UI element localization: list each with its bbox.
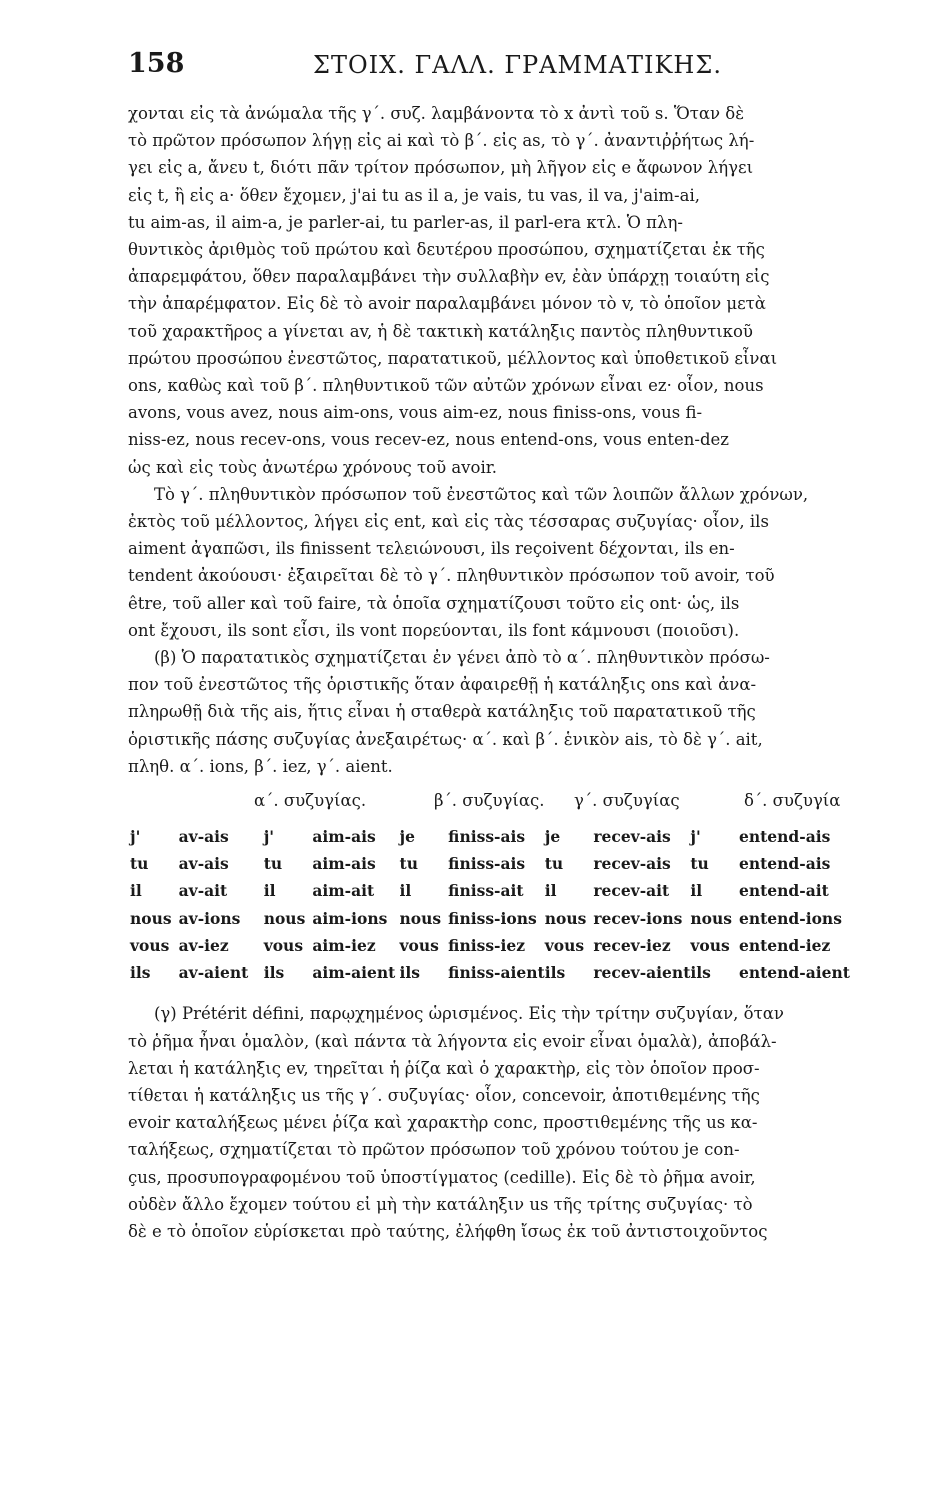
pronoun-cell: ils <box>544 963 566 983</box>
pronoun-cell: vous <box>263 935 304 955</box>
verb-form-cell: av-aient <box>178 963 249 983</box>
verb-form-cell: recev-ait <box>593 881 670 901</box>
text-line: τὴν ἀπαρέμφατον. Εἰς δὲ τὸ avoir παραλαμβάνει μόνον τὸ v, τὸ ὁποῖον μετὰ <box>128 294 766 314</box>
pronoun-cell: il <box>130 881 142 901</box>
verb-form-cell: aim-ais <box>312 827 376 847</box>
verb-form-cell: recev-iez <box>593 935 671 955</box>
verb-form-cell: entend-aient <box>739 963 850 983</box>
text-line: πον τοῦ ἐνεστῶτος τῆς ὁριστικῆς ὅταν ἀφαιρεθῇ ἡ κατάληξις ons καὶ ἀνα- <box>128 675 757 695</box>
pronoun-cell: j' <box>690 827 701 847</box>
verb-form-cell: entend-ais <box>739 827 831 847</box>
table-row <box>130 877 850 904</box>
text-line: χονται εἰς τὰ ἀνώμαλα τῆς γ΄. συζ. λαμβάνοντα τὸ x ἀντὶ τοῦ s. Ὅταν δὲ <box>128 104 745 123</box>
pronoun-cell: j' <box>263 827 275 847</box>
table-row <box>130 905 850 932</box>
text-line: evoir καταλήξεως μένει ῥίζα καὶ χαρακτὴρ conc, προστιθεμένης τῆς us κα- <box>128 1113 758 1133</box>
verb-form-cell: recev-ais <box>593 827 671 847</box>
verb-form-cell: av-ais <box>178 827 229 847</box>
verb-form-cell: recev-aient <box>593 963 691 983</box>
text-line: τὸ πρῶτον πρόσωπον λήγῃ εἰς ai καὶ τὸ β΄. εἰς as, τὸ γ΄. ἀναντιῤῥήτως λή- <box>128 131 755 151</box>
paragraph-1 <box>128 100 850 481</box>
page-body <box>128 100 850 1245</box>
pronoun-cell: ils <box>130 963 151 983</box>
verb-form-cell: entend-ions <box>739 908 842 928</box>
verb-form-cell: finiss-iez <box>448 935 526 955</box>
verb-form-cell: finiss-ais <box>448 827 526 847</box>
text-line: aiment ἀγαπῶσι, ils finissent τελειώνουσι, ils reçoivent δέχονται, ils en- <box>128 539 735 559</box>
text-line: (γ) Prétérit défini, παρῳχημένος ὡρισμένος. Εἰς τὴν τρίτην συζυγίαν, ὅταν <box>154 1004 784 1024</box>
pronoun-cell: il <box>690 881 703 901</box>
pronoun-cell: nous <box>690 908 732 928</box>
text-line: θυντικὸς ἀριθμὸς τοῦ πρώτου καὶ δευτέρου προσώπου, σχηματίζεται ἐκ τῆς <box>128 240 765 260</box>
text-line: τὸ ῥῆμα ἦναι ὁμαλὸν, (καὶ πάντα τὰ λήγοντα εἰς evoir εἶναι ὁμαλὰ), ἀποβάλ- <box>128 1031 777 1051</box>
verb-form-cell: finiss-ais <box>448 854 526 874</box>
pronoun-cell: tu <box>544 854 564 874</box>
verb-form-cell: entend-iez <box>739 935 831 955</box>
pronoun-cell: vous <box>690 935 730 955</box>
pronoun-cell: ils <box>399 963 421 983</box>
conjugation-table <box>130 823 850 986</box>
verb-form-cell: entend-ait <box>739 881 829 901</box>
text-line: ταλήξεως, σχηματίζεται τὸ πρῶτον πρόσωπον τοῦ χρόνου τούτου je con- <box>128 1140 740 1160</box>
text-line: ἀπαρεμφάτου, ὅθεν παραλαμβάνει τὴν συλλαβὴν ev, ἐὰν ὑπάρχῃ τοιαύτη εἰς <box>128 267 770 287</box>
verb-form-cell: finiss-aient <box>448 963 545 983</box>
running-title: ΣΤΟΙΧ. ΓΑΛΛ. ΓΡΑΜΜΑΤΙΚΗΣ. <box>313 51 722 79</box>
verb-form-cell: aim-ais <box>312 854 376 874</box>
text-line: λεται ἡ κατάληξις ev, τηρεῖται ἡ ῥίζα καὶ ὁ χαρακτὴρ, εἰς τὸν ὁποῖον προσ- <box>128 1058 760 1078</box>
conjugation-table-headings <box>254 789 850 813</box>
pronoun-cell: ils <box>690 963 711 983</box>
page-number: 158 <box>128 48 185 79</box>
verb-form-cell: recev-ais <box>593 854 671 874</box>
paragraph-4 <box>128 1000 850 1245</box>
verb-form-cell: finiss-ions <box>448 908 537 928</box>
column-title: δ΄. συζυγία <box>744 791 841 811</box>
column-title: α΄. συζυγίας. <box>254 791 367 811</box>
verb-form-cell: av-ait <box>178 881 228 901</box>
pronoun-cell: vous <box>544 935 585 955</box>
pronoun-cell: j' <box>130 827 141 847</box>
verb-form-cell: aim-ions <box>312 908 388 928</box>
pronoun-cell: je <box>544 827 561 847</box>
pronoun-cell: il <box>263 881 276 901</box>
verb-form-cell: av-ions <box>178 908 241 928</box>
text-line: πληθ. α΄. ions, β΄. iez, γ΄. aient. <box>128 756 393 776</box>
pronoun-cell: nous <box>399 908 442 928</box>
text-line: être, τοῦ aller καὶ τοῦ faire, τὰ ὁποῖα σχηματίζουσι τοῦτο εἰς ont· ὡς, ils <box>128 593 740 613</box>
verb-form-cell: aim-ait <box>312 881 375 901</box>
table-row <box>130 959 850 986</box>
paragraph-2 <box>128 481 850 644</box>
text-line: ἐκτὸς τοῦ μέλλοντος, λήγει εἰς ent, καὶ εἰς τὰς τέσσαρας συζυγίας· οἷον, ils <box>128 512 769 532</box>
text-line: εἰς t, ἢ εἰς a· ὅθεν ἔχομεν, j'ai tu as il a, je vais, tu vas, il va, j'aim-ai, <box>128 185 700 205</box>
pronoun-cell: ils <box>263 963 285 983</box>
column-title: β΄. συζυγίας. <box>434 791 545 811</box>
text-line: οὐδὲν ἄλλο ἔχομεν τούτου εἰ μὴ τὴν κατάληξιν us τῆς τρίτης συζυγίας· τὸ <box>128 1194 753 1214</box>
pronoun-cell: vous <box>399 935 439 955</box>
table-row <box>130 850 850 877</box>
table-row <box>130 932 850 959</box>
text-line: πρώτου προσώπου ἐνεστῶτος, παρατατικοῦ, μέλλοντος καὶ ὑποθετικοῦ εἶναι <box>128 348 778 368</box>
paragraph-3 <box>128 644 850 780</box>
pronoun-cell: il <box>399 881 412 901</box>
table-row <box>130 823 850 850</box>
pronoun-cell: nous <box>544 908 587 928</box>
verb-form-cell: av-ais <box>178 854 229 874</box>
text-line: δὲ e τὸ ὁποῖον εὑρίσκεται πρὸ ταύτης, ἐλήφθη ἴσως ἐκ τοῦ ἀντιστοιχοῦντος <box>128 1221 768 1241</box>
text-line: γει εἰς a, ἄνευ t, διότι πᾶν τρίτον πρόσωπον, μὴ λῆγον εἰς e ἄφωνον λήγει <box>128 158 754 178</box>
pronoun-cell: tu <box>690 854 709 874</box>
text-line: tendent ἀκούουσι· ἐξαιρεῖται δὲ τὸ γ΄. πληθυντικὸν πρόσωπον τοῦ avoir, τοῦ <box>128 566 775 586</box>
verb-form-cell: av-iez <box>178 935 229 955</box>
pronoun-cell: tu <box>399 854 418 874</box>
text-line: (β) Ὁ παρατατικὸς σχηματίζεται ἐν γένει ἀπὸ τὸ α΄. πληθυντικὸν πρόσω- <box>154 648 770 668</box>
text-line: πληρωθῇ διὰ τῆς ais, ἥτις εἶναι ἡ σταθερὰ κατάληξις τοῦ παρατατικοῦ τῆς <box>128 702 756 722</box>
text-line: ὁριστικῆς πάσης συζυγίας ἀνεξαιρέτως· α΄. καὶ β΄. ἑνικὸν ais, τὸ δὲ γ΄. ait, <box>128 729 763 749</box>
verb-form-cell: aim-iez <box>312 935 376 955</box>
pronoun-cell: vous <box>130 935 170 955</box>
pronoun-cell: nous <box>263 908 306 928</box>
pronoun-cell: il <box>544 881 557 901</box>
text-line: τοῦ χαρακτῆρος a γίνεται av, ἡ δὲ τακτικὴ κατάληξις παντὸς πληθυντικοῦ <box>128 321 753 341</box>
text-line: avons, vous avez, nous aim-ons, vous aim-ez, nous finiss-ons, vous fi- <box>128 403 703 423</box>
column-title: γ΄. συζυγίας <box>574 791 680 811</box>
text-line: niss-ez, nous recev-ons, vous recev-ez, nous entend-ons, vous enten-dez <box>128 430 730 450</box>
text-line: ὡς καὶ εἰς τοὺς ἀνωτέρω χρόνους τοῦ avoir. <box>128 457 498 477</box>
pronoun-cell: tu <box>263 854 283 874</box>
text-line: tu aim-as, il aim-a, je parler-ai, tu parler-as, il parl-era κτλ. Ὁ πλη- <box>128 212 683 232</box>
verb-form-cell: aim-aient <box>312 963 396 983</box>
text-line: ons, καθὼς καὶ τοῦ β΄. πληθυντικοῦ τῶν αὐτῶν χρόνων εἶναι ez· οἷον, nous <box>128 376 764 396</box>
text-line: τίθεται ἡ κατάληξις us τῆς γ΄. συζυγίας· οἷον, concevoir, ἀποτιθεμένης τῆς <box>128 1085 760 1105</box>
verb-form-cell: finiss-ait <box>448 881 524 901</box>
pronoun-cell: tu <box>130 854 149 874</box>
verb-form-cell: entend-ais <box>739 854 831 874</box>
page-header <box>128 48 828 88</box>
pronoun-cell: je <box>399 827 416 847</box>
text-line: ont ἔχουσι, ils sont εἶσι, ils vont πορεύονται, ils font κάμνουσι (ποιοῦσι). <box>128 620 740 640</box>
text-line: Τὸ γ΄. πληθυντικὸν πρόσωπον τοῦ ἐνεστῶτος καὶ τῶν λοιπῶν ἄλλων χρόνων, <box>154 484 809 504</box>
text-line: çus, προσυπογραφομένου τοῦ ὑποστίγματος (cedille). Εἰς δὲ τὸ ῥῆμα avoir, <box>128 1167 756 1187</box>
pronoun-cell: nous <box>130 908 172 928</box>
verb-form-cell: recev-ions <box>593 908 683 928</box>
